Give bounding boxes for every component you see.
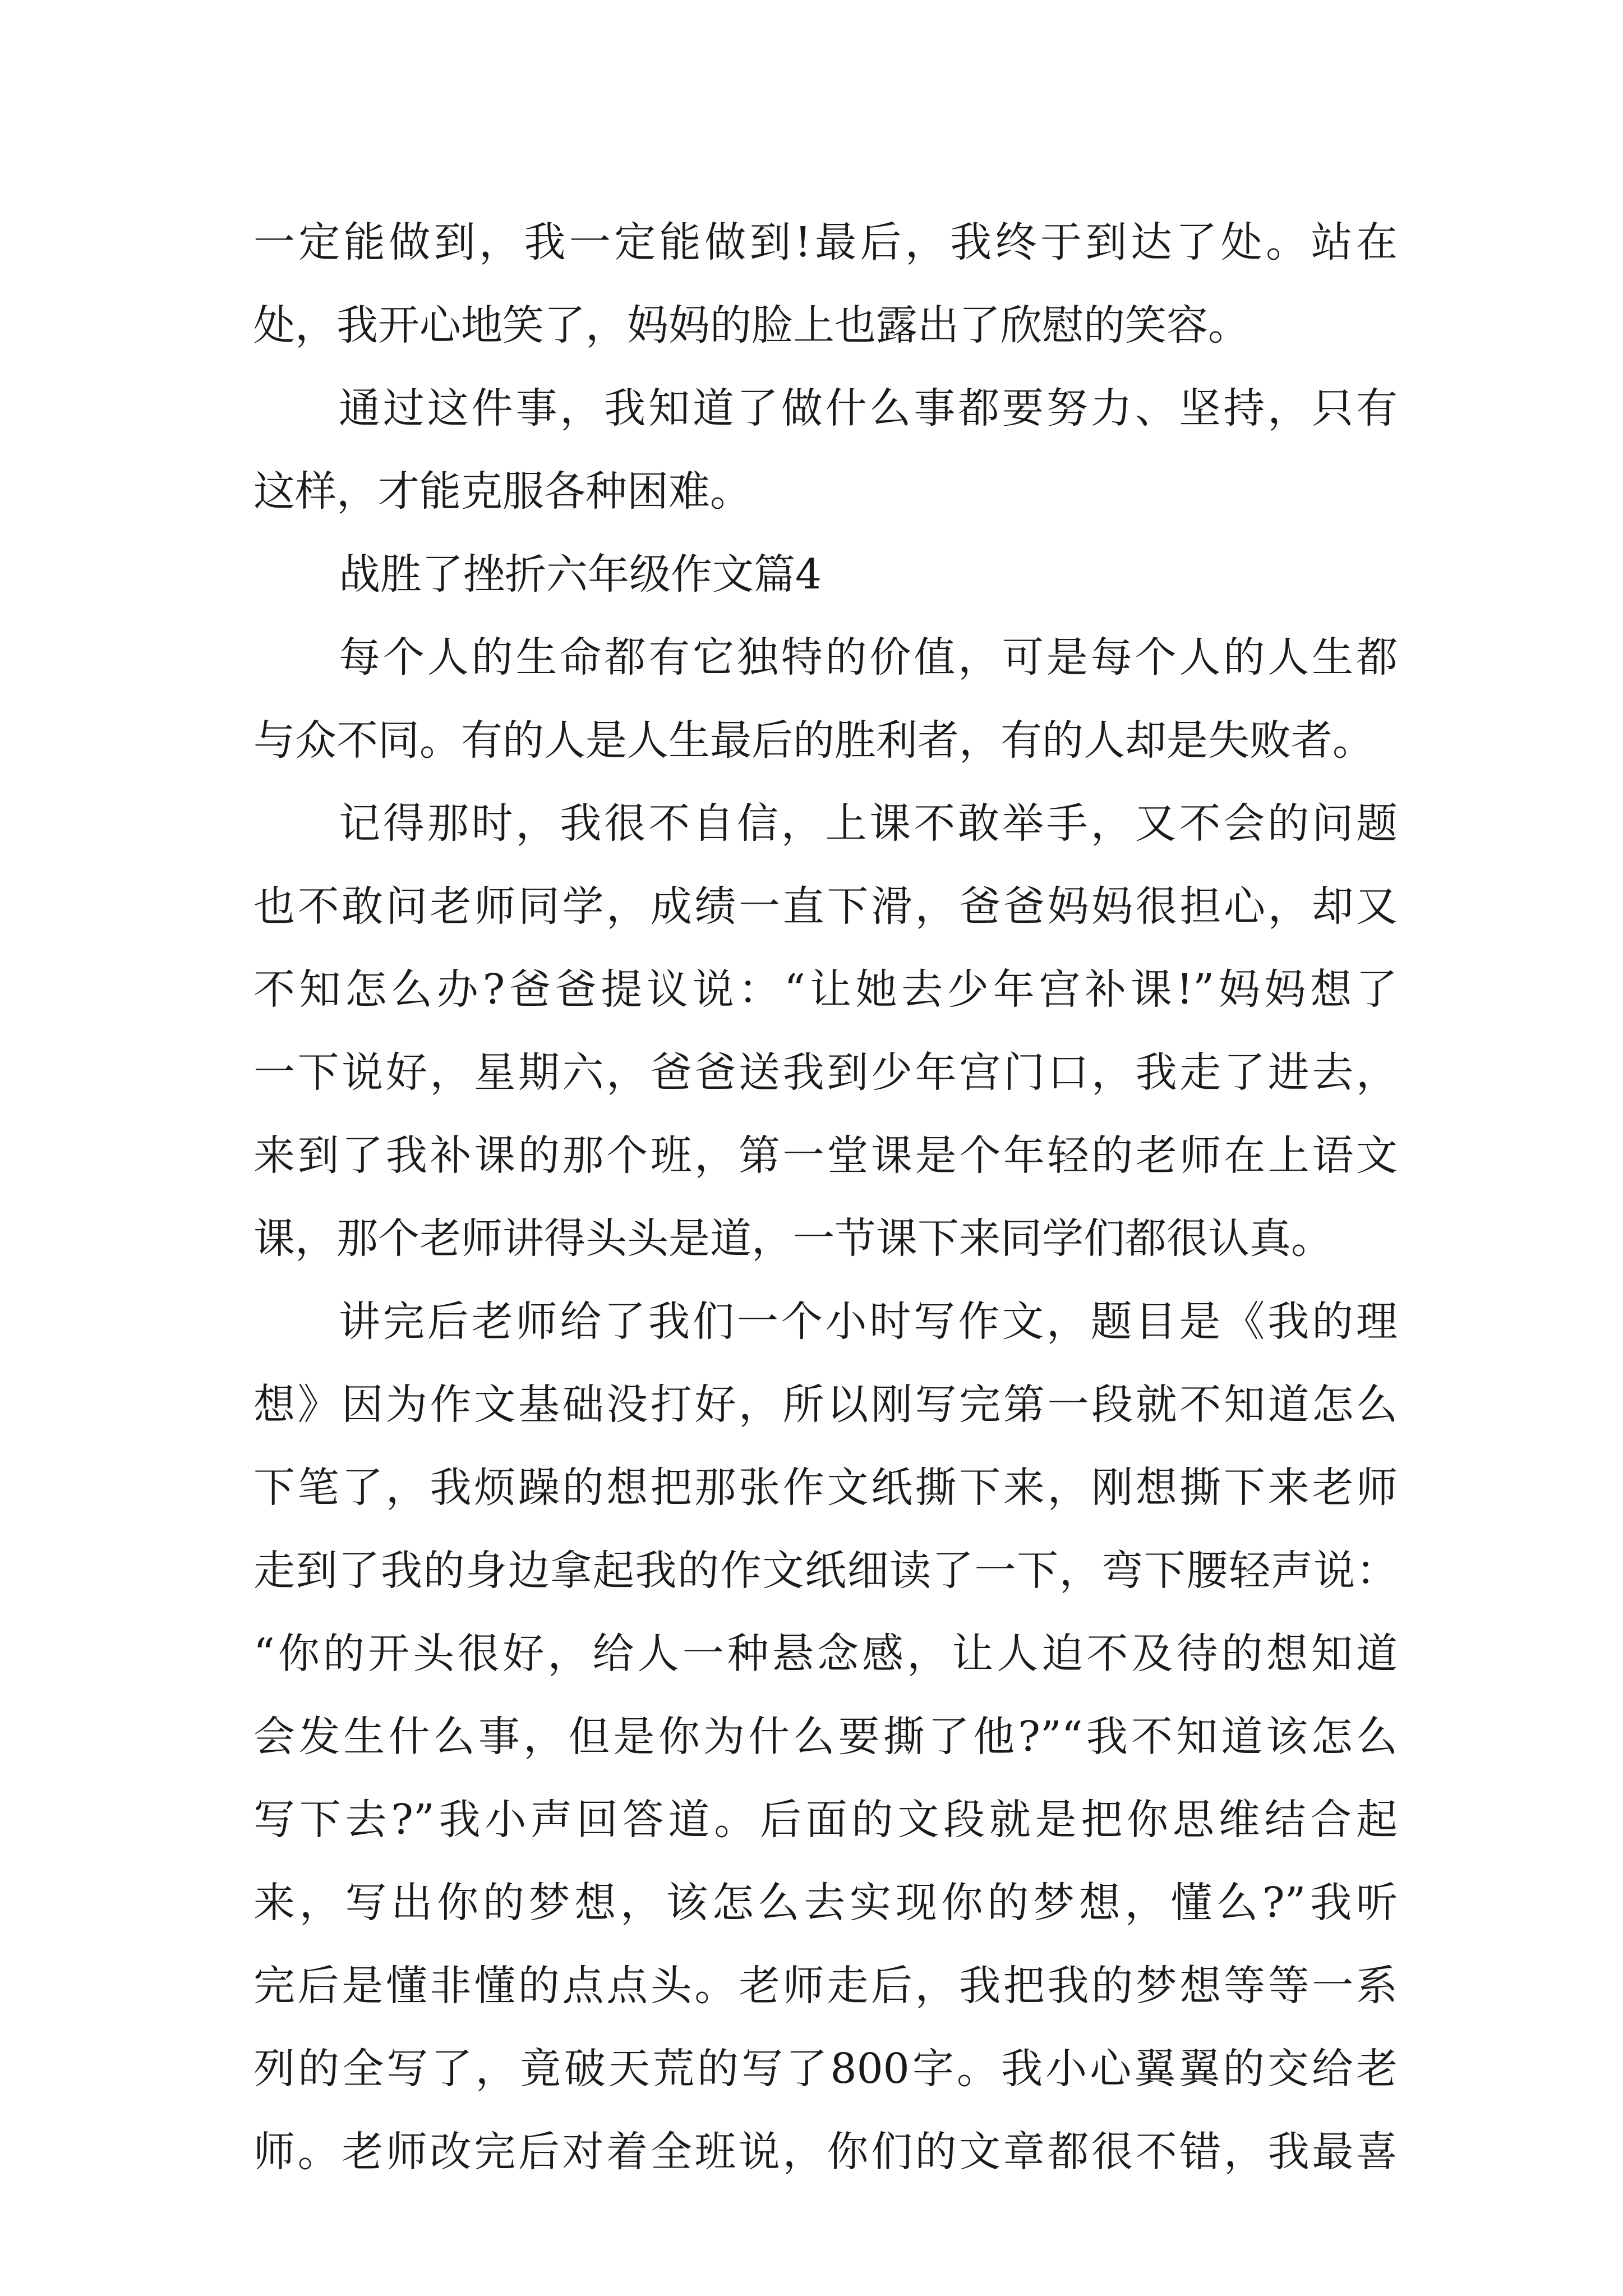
section-heading: 战胜了挫折六年级作文篇4 bbox=[339, 550, 822, 599]
text-line: 来，写出你的梦想，该怎么去实现你的梦想，懂么?”我听 bbox=[253, 1879, 1398, 1927]
text-line: “你的开头很好，给人一种悬念感，让人迫不及待的想知道 bbox=[253, 1630, 1398, 1678]
text-line: 一定能做到，我一定能做到!最后，我终于到达了处。站在 bbox=[253, 218, 1398, 266]
text-line: 列的全写了，竟破天荒的写了800字。我小心翼翼的交给老 bbox=[253, 2045, 1398, 2093]
text-line: 一下说好，星期六，爸爸送我到少年宫门口，我走了进去， bbox=[253, 1048, 1398, 1097]
document-body bbox=[253, 201, 1398, 2193]
text-line: 下笔了，我烦躁的想把那张作文纸撕下来，刚想撕下来老师 bbox=[253, 1464, 1398, 1512]
paragraph-start: 通过这件事，我知道了做什么事都要努力、坚持，只有 bbox=[339, 384, 1398, 432]
text-line: 处，我开心地笑了，妈妈的脸上也露出了欣慰的笑容。 bbox=[253, 301, 1249, 349]
text-line: 写下去?”我小声回答道。后面的文段就是把你思维结合起 bbox=[253, 1796, 1398, 1844]
text-line: 想》因为作文基础没打好，所以刚写完第一段就不知道怎么 bbox=[253, 1381, 1398, 1429]
text-line: 也不敢问老师同学，成绩一直下滑，爸爸妈妈很担心，却又 bbox=[253, 882, 1398, 931]
text-line: 课，那个老师讲得头头是道，一节课下来同学们都很认真。 bbox=[253, 1214, 1332, 1263]
paragraph-start: 每个人的生命都有它独特的价值，可是每个人的人生都 bbox=[339, 633, 1398, 682]
text-line: 来到了我补课的那个班，第一堂课是个年轻的老师在上语文 bbox=[253, 1131, 1398, 1180]
text-line: 这样，才能克服各种困难。 bbox=[253, 467, 751, 516]
text-line: 走到了我的身边拿起我的作文纸细读了一下，弯下腰轻声说： bbox=[253, 1547, 1398, 1595]
text-line: 不知怎么办?爸爸提议说：“让她去少年宫补课!”妈妈想了 bbox=[253, 965, 1398, 1014]
text-line: 完后是懂非懂的点点头。老师走后，我把我的梦想等等一系 bbox=[253, 1962, 1398, 2010]
paragraph-start: 讲完后老师给了我们一个小时写作文，题目是《我的理 bbox=[339, 1297, 1398, 1346]
text-line: 师。老师改完后对着全班说，你们的文章都很不错，我最喜 bbox=[253, 2128, 1398, 2176]
paragraph-start: 记得那时，我很不自信，上课不敢举手，又不会的问题 bbox=[339, 799, 1398, 848]
text-line: 与众不同。有的人是人生最后的胜利者，有的人却是失败者。 bbox=[253, 716, 1374, 765]
text-line: 会发生什么事，但是你为什么要撕了他?”“我不知道该怎么 bbox=[253, 1713, 1398, 1761]
